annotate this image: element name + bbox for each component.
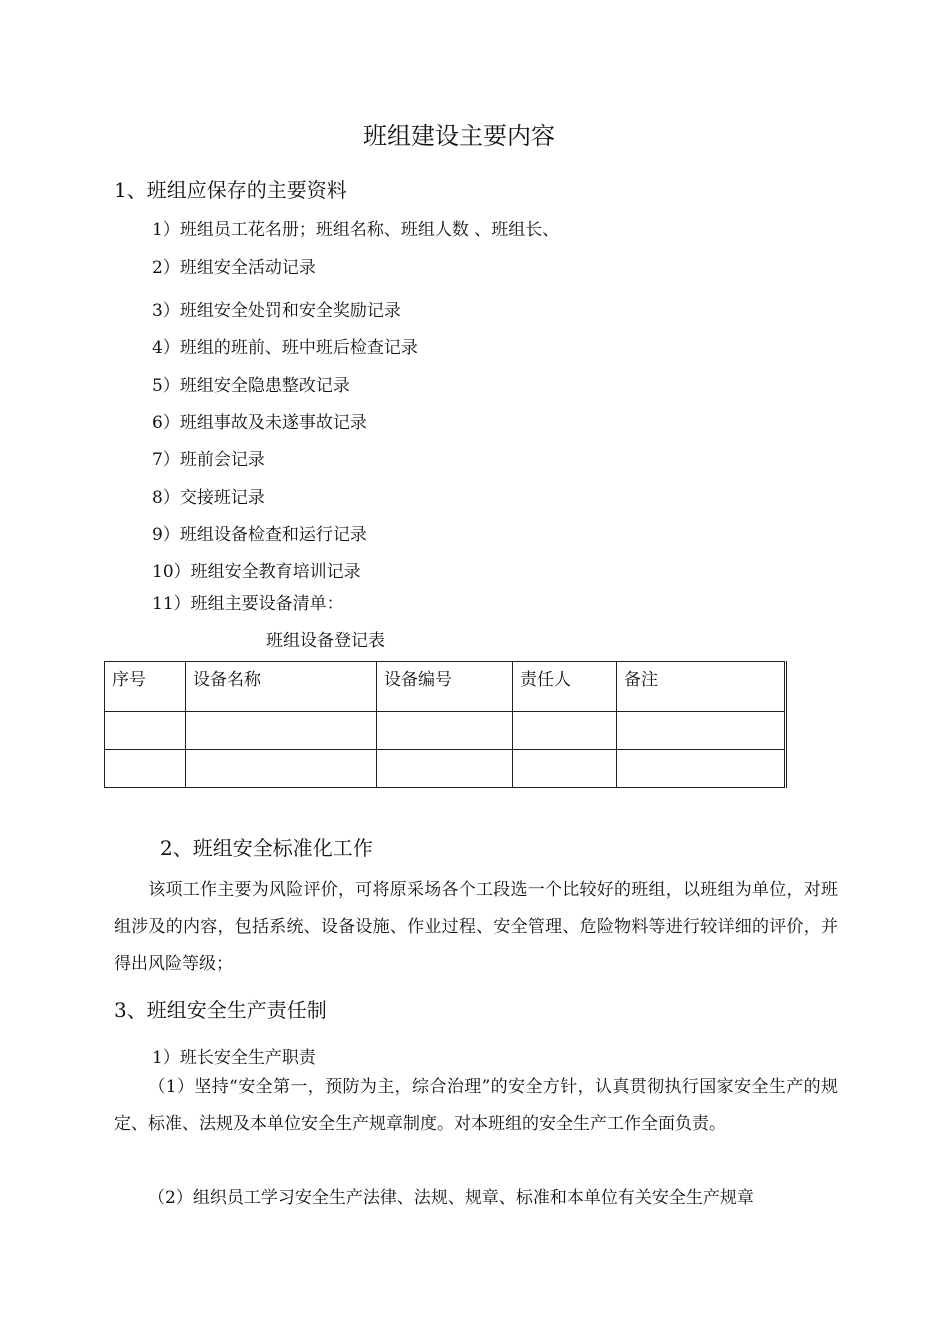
list-item: 9）班组设备检查和运行记录: [152, 525, 367, 545]
column-header-serial: 序号: [105, 662, 186, 712]
table-cell: [186, 750, 377, 788]
table-cell: [513, 712, 617, 750]
column-header-equipment-name: 设备名称: [186, 662, 377, 712]
table-cell: [105, 750, 186, 788]
column-header-remarks: 备注: [617, 662, 786, 712]
table-cell: [513, 750, 617, 788]
duty-paragraph-2: [114, 1180, 838, 1217]
table-header-row: [105, 662, 786, 712]
table-caption: 班组设备登记表: [266, 631, 385, 651]
duty-paragraph-2-text: （2）组织员工学习安全生产法律、法规、规章、标准和本单位有关安全生产规章: [148, 1188, 754, 1208]
section-1-heading: 1、班组应保存的主要资料: [114, 178, 347, 202]
table-cell: [377, 712, 513, 750]
list-item: 10）班组安全教育培训记录: [152, 562, 361, 582]
table-row: [105, 750, 786, 788]
list-item: 1）班组员工花名册；班组名称、班组人数 、班组长、: [152, 220, 560, 240]
page-title: 班组建设主要内容: [363, 122, 555, 150]
table-cell: [186, 712, 377, 750]
list-item: 3）班组安全处罚和安全奖励记录: [152, 301, 401, 321]
list-item: 11）班组主要设备清单：: [152, 594, 344, 614]
list-item: 5）班组安全隐患整改记录: [152, 376, 350, 396]
column-header-responsible-person: 责任人: [513, 662, 617, 712]
table-cell: [105, 712, 186, 750]
table-row: [105, 712, 786, 750]
table-cell: [617, 750, 786, 788]
equipment-register-table: [104, 661, 787, 788]
list-item: 2）班组安全活动记录: [152, 258, 316, 278]
list-item: 7）班前会记录: [152, 450, 265, 470]
table-cell: [617, 712, 786, 750]
section-2-paragraph: [114, 872, 838, 983]
duty-paragraph-1-text: （1）坚持“安全第一，预防为主，综合治理”的安全方针，认真贯彻执行国家安全生产的规定、标准、法规及本单位安全生产规章制度。对本班组的安全生产工作全面负责。: [114, 1077, 838, 1134]
list-item: 8）交接班记录: [152, 488, 265, 508]
list-item: 6）班组事故及未遂事故记录: [152, 413, 367, 433]
section-3-heading: 3、班组安全生产责任制: [114, 998, 327, 1022]
list-item: 4）班组的班前、班中班后检查记录: [152, 338, 418, 358]
table-cell: [377, 750, 513, 788]
subsection-heading: 1）班长安全生产职责: [152, 1048, 316, 1068]
section-2-paragraph-text: 该项工作主要为风险评价，可将原采场各个工段选一个比较好的班组，以班组为单位，对班组涉及的内容，包括系统、设备设施、作业过程、安全管理、危险物料等进行较详细的评价，并得出风险等级；: [114, 880, 838, 974]
column-header-equipment-number: 设备编号: [377, 662, 513, 712]
section-2-heading: 2、班组安全标准化工作: [160, 836, 373, 860]
duty-paragraph-1: [114, 1069, 838, 1143]
